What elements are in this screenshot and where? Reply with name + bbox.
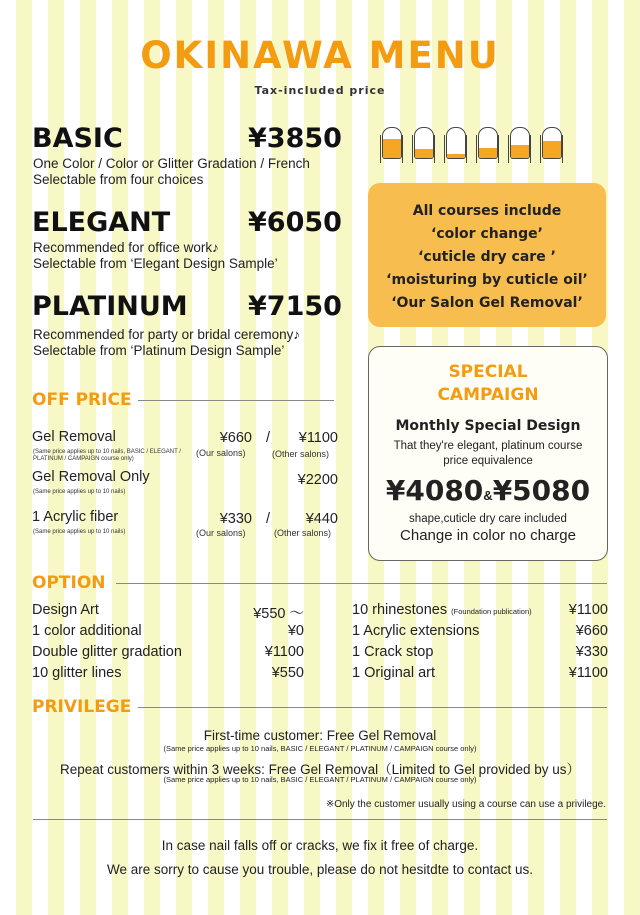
option-name: Double glitter gradation [32,644,182,660]
divider [138,400,334,401]
course-price: ¥7150 [248,291,342,322]
finger-line [508,135,531,163]
price-separator: / [266,511,271,527]
option-price: ¥550 [271,665,304,681]
course-desc: Recommended for office work♪ [33,240,219,255]
special-title: SPECIAL [448,362,528,382]
includes-line: ‘moisturing by cuticle oil’ [386,272,588,288]
course-name: BASIC [32,123,123,154]
option-name: 1 Acrylic extensions [352,623,480,639]
item-note: (Same price applies up to 10 nails, BASIC / ELEGANT / PLATINUM / CAMPAIGN course only) [33,449,181,462]
option-name [352,602,532,618]
includes-line: ‘color change’ [431,226,543,242]
special-desc: Change in color no charge [400,527,576,544]
item-name: Gel Removal [32,429,116,445]
option-name: 1 Crack stop [352,644,434,660]
course-desc: Selectable from ‘Platinum Design Sample’ [33,343,285,358]
item-price-other: ¥440 [305,511,338,527]
course-name: ELEGANT [32,207,171,238]
privilege-note: (Same price applies up to 10 nails, BASIC / ELEGANT / PLATINUM / CAMPAIGN course only) [163,744,477,753]
page-subtitle: Tax-included price [254,84,386,97]
includes-line: ‘cuticle dry care ’ [418,249,556,265]
divider [138,707,607,708]
footer-line: We are sorry to cause you trouble, please do not hesitdte to contact us. [107,862,533,877]
course-desc: One Color / Color or Glitter Gradation / French [33,156,310,171]
privilege-title: PRIVILEGE [32,697,132,717]
option-price: ¥330 [575,644,608,660]
item-price-our: ¥330 [219,511,252,527]
special-desc: shape,cuticle dry care included [409,513,567,525]
option-price: ¥660 [575,623,608,639]
option-price: ¥550 〜 [253,606,304,622]
item-price: ¥2200 [297,472,338,488]
includes-line: ‘Our Salon Gel Removal’ [391,295,583,311]
label-our-salons: (Our salons) [196,448,246,458]
course-price: ¥3850 [248,123,342,154]
option-price: ¥0 [287,623,304,639]
course-name: PLATINUM [32,291,188,322]
item-note: (Same price applies up to 10 nails) [33,529,126,535]
item-name: Gel Removal Only [32,469,150,485]
option-price: ¥1100 [264,644,304,660]
course-desc: Recommended for party or bridal ceremony♪ [33,327,301,342]
option-price: ¥1100 [568,602,608,618]
label-other-salons: (Other salons) [272,449,330,459]
finger-line [380,135,403,163]
option-name: Design Art [32,602,99,618]
privilege-line: Repeat customers within 3 weeks: Free Gel Removal（Limited to Gel provided by us） [60,762,580,777]
footer-line: In case nail falls off or cracks, we fix it free of charge. [161,838,479,853]
privilege-footnote: ※Only the customer usually using a course can use a privilege. [325,799,606,810]
option-note: (Foundation publication) [451,607,532,616]
finger-line [444,135,467,163]
item-price-our: ¥660 [219,430,252,446]
item-price-other: ¥1100 [298,430,338,446]
option-name: 10 glitter lines [32,665,122,681]
divider [116,583,607,584]
page-title: OKINAWA MENU [140,34,500,77]
special-heading: Monthly Special Design [395,418,581,434]
privilege-note: (Same price applies up to 10 nails, BASIC / ELEGANT / PLATINUM / CAMPAIGN course only) [163,775,477,784]
finger-line [540,135,563,163]
ampersand: & [483,488,493,503]
campaign-title: CAMPAIGN [437,385,539,405]
label-other-salons: (Other salons) [274,528,332,538]
label-our-salons: (Our salons) [196,528,246,538]
includes-box [368,183,606,327]
finger-line [476,135,499,163]
special-price-1: ¥4080 [385,474,484,507]
special-desc: That they're elegant, platinum course [393,440,583,452]
item-note: (Same price applies up to 10 nails) [33,489,126,495]
finger-line [412,135,435,163]
option-name-text: 10 rhinestones [352,602,448,618]
course-desc: Selectable from ‘Elegant Design Sample’ [33,256,278,271]
course-desc: Selectable from four choices [33,172,204,187]
special-desc: price equivalence [443,455,533,467]
includes-line: All courses include [412,203,562,219]
option-name: 1 color additional [32,623,142,639]
price-separator: / [266,430,271,446]
special-prices [368,474,608,507]
off-price-title: OFF PRICE [32,390,132,410]
divider [33,819,607,820]
special-price-2: ¥5080 [492,474,591,507]
option-price: ¥1100 [568,665,608,681]
privilege-line: First-time customer: Free Gel Removal [203,728,437,743]
item-name: 1 Acrylic fiber [32,509,119,525]
course-price: ¥6050 [248,207,342,238]
option-title: OPTION [32,573,106,593]
option-name: 1 Original art [352,665,436,681]
